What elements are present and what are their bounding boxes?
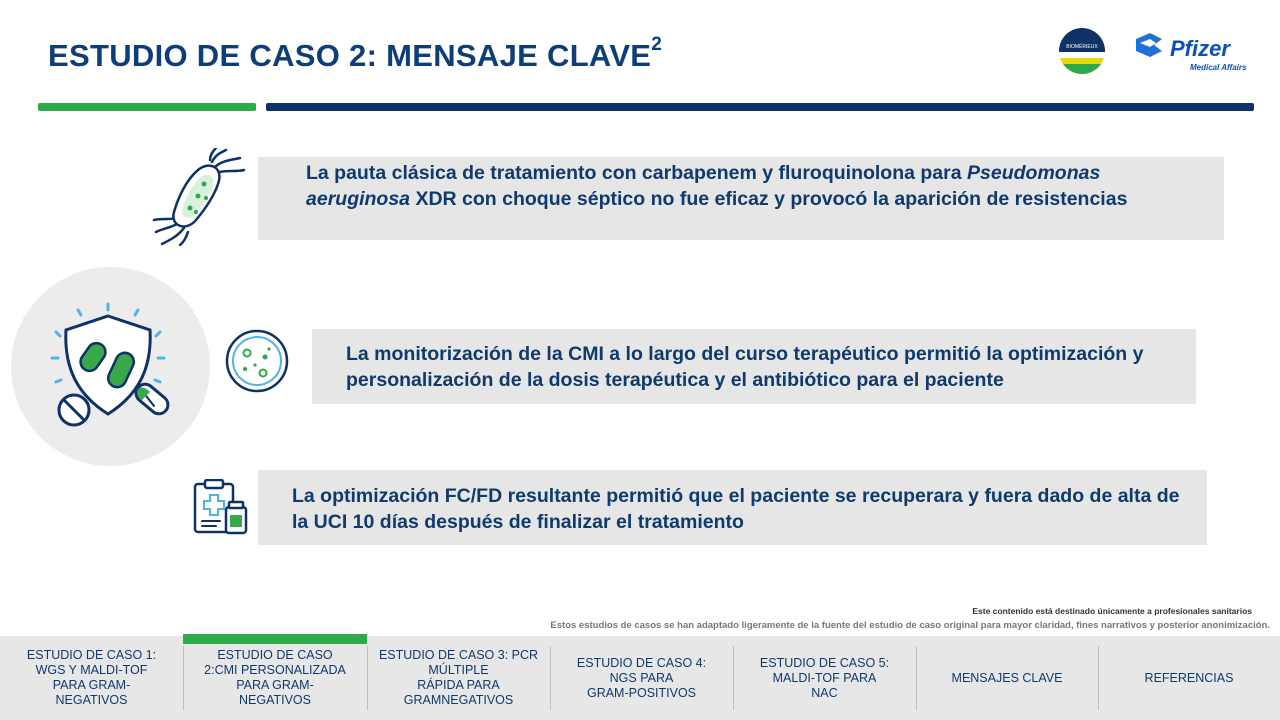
nav-tab-case-study-5[interactable] [733, 636, 916, 720]
nav-tab-case-study-3[interactable] [367, 636, 550, 720]
nav-tab-label: REFERENCIAS [1144, 670, 1234, 685]
nav-tab-key-messages[interactable] [916, 636, 1098, 720]
nav-tab-label: ESTUDIO DE CASO 5: MALDI-TOF PARA NAC [759, 655, 890, 700]
title-accent-bar-navy [266, 103, 1254, 111]
nav-tab-case-study-1[interactable] [0, 636, 183, 720]
nav-tab-label: ESTUDIO DE CASO 1: WGS Y MALDI-TOF PARA GRAM- NEGATIVOS [26, 648, 157, 707]
nav-tab-references[interactable] [1098, 636, 1280, 720]
nav-tab-case-study-2[interactable] [183, 636, 367, 720]
bottom-navigation [0, 636, 1280, 720]
title-superscript: 2 [651, 34, 663, 55]
bacteria-icon [150, 148, 246, 251]
message-box-1 [258, 157, 1224, 240]
biomerieux-logo-text: BIOMÉRIEUX [1066, 44, 1098, 50]
clipboard-medicine-icon [192, 479, 250, 540]
message-box-2 [312, 329, 1196, 404]
page-title [48, 34, 663, 74]
nav-tab-label: ESTUDIO DE CASO 2:CMI PERSONALIZADA PARA GRAM- NEGATIVOS [204, 648, 346, 707]
message-box-3 [258, 470, 1207, 545]
pfizer-logo-subtext: Medical Affairs [1190, 63, 1247, 72]
page-title-text: ESTUDIO DE CASO 2: MENSAJE CLAVE [48, 38, 652, 73]
nav-tab-case-study-4[interactable] [550, 636, 733, 720]
nav-active-indicator [183, 634, 367, 644]
title-accent-bar-green [38, 103, 256, 111]
petri-dish-icon [225, 329, 289, 398]
nav-tab-label: ESTUDIO DE CASO 3: PCR MÚLTIPLE RÁPIDA PARA GRAMNEGATIVOS [378, 648, 539, 707]
pfizer-logo-text: Pfizer [1170, 36, 1230, 61]
pfizer-logo [1132, 29, 1257, 75]
nav-tab-label: MENSAJES CLAVE [951, 670, 1063, 685]
hcp-disclaimer: Este contenido está destinado únicamente a profesionales sanitarios [972, 606, 1252, 616]
message-1-text: La pauta clásica de tratamiento con carbapenem y fluroquinolona para Pseudomonas aeruginosa XDR con choque séptico no fue eficaz y provocó la aparición de resistencias [306, 162, 1128, 210]
biomerieux-logo [1059, 28, 1105, 74]
message-3-text: La optimización FC/FD resultante permitió que el paciente se recuperara y fuera dado de alta de la UCI 10 días después de finalizar el tratamiento [292, 485, 1180, 533]
adaptation-disclaimer: Estos estudios de casos se han adaptado ligeramente de la fuente del estudio de caso original para mayor claridad, fines narrativos y posterior anonimización. [550, 620, 1270, 631]
message-2-text: La monitorización de la CMI a lo largo del curso terapéutico permitió la optimización y personalización de la dosis terapéutica y el antibiótico para el paciente [346, 342, 1144, 391]
nav-tab-label: ESTUDIO DE CASO 4: NGS PARA GRAM-POSITIVOS [576, 655, 707, 700]
antibiotic-resistance-shield-icon [48, 302, 178, 437]
